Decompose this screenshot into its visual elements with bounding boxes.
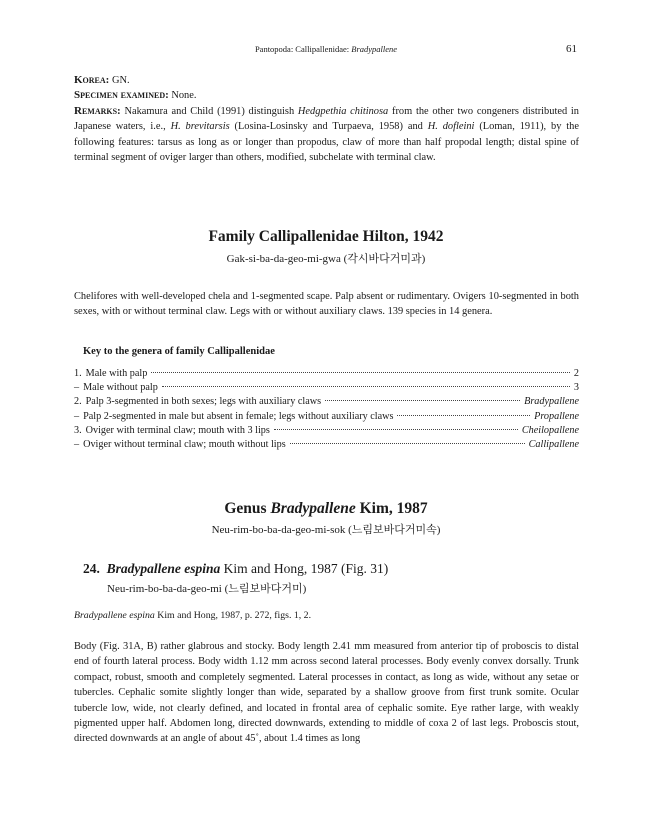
key-row-lead: – xyxy=(74,410,80,422)
key-row-text: Male without palp xyxy=(83,382,158,394)
specimen-line: Specimen examined: None. xyxy=(74,89,197,102)
species-title: 24. Bradypallene espina Kim and Hong, 1987 (Fig. 31) xyxy=(83,561,389,576)
key-row-lead: 1. xyxy=(74,368,82,379)
key-row xyxy=(74,367,579,381)
species-name: Bradypallene espina xyxy=(106,561,221,576)
key-row-text: Male with palp xyxy=(85,368,148,379)
species-citation: Bradypallene espina Kim and Hong, 1987, p. 272, figs. 1, 2. xyxy=(74,610,312,621)
key-row xyxy=(74,424,579,438)
key-row-result: 2 xyxy=(573,368,579,379)
remarks-paragraph: Remarks: Nakamura and Child (1991) distinguish Hedgpethia chitinosa from the other two congeners distributed in Japanese waters, i.e., H. brevitarsis (Losina-Losinsky and Turpaeva, 1958) and H. dofleini (Loman, 1911), by the following features: tarsus as long as or longer than propodus, claw of more than half propodal length; distal spine of terminal segment of oviger larger than others, modified, subchelate with terminal claw. xyxy=(74,104,579,164)
family-description: Chelifores with well-developed chela and 1-segmented scape. Palp absent or rudimentary. Ovigers 10-segmented in both sexes, with or without terminal claw. Legs with or without auxiliary claws. 139 species in 14 genera. xyxy=(74,291,579,318)
family-korean-name: Gak-si-ba-da-geo-mi-gwa (각시바다거미과) xyxy=(226,253,426,265)
key-row-lead: 2. xyxy=(74,396,82,408)
key-row-lead: – xyxy=(74,439,80,451)
key-row-text: Oviger without terminal claw; mouth without lips xyxy=(83,439,286,451)
key-row-result: Bradypallene xyxy=(524,396,579,408)
genus-title: Genus Bradypallene Kim, 1987 xyxy=(224,500,428,517)
key-heading: Key to the genera of family Callipallenidae xyxy=(83,346,275,357)
key-row-text: Oviger with terminal claw; mouth with 3 lips xyxy=(85,424,270,436)
key-row xyxy=(74,410,579,424)
genera-key xyxy=(74,367,579,452)
page-number: 61 xyxy=(566,43,577,55)
key-row-leader-dots xyxy=(325,400,520,401)
key-row xyxy=(74,395,579,409)
key-row-lead: 3. xyxy=(74,424,82,436)
key-row-leader-dots xyxy=(274,429,518,430)
species-korean-name: Neu-rim-bo-ba-da-geo-mi (느림보바다거미) xyxy=(107,583,307,595)
running-head-prefix: Pantopoda: Callipallenidae: xyxy=(254,44,352,54)
key-row-result: Cheilopallene xyxy=(521,424,579,436)
running-head xyxy=(0,44,652,54)
key-row-leader-dots xyxy=(397,415,530,416)
key-row xyxy=(74,438,579,452)
key-row-lead: – xyxy=(74,382,80,394)
key-row-leader-dots xyxy=(151,372,570,373)
genus-korean-name: Neu-rim-bo-ba-da-geo-mi-sok (느림보바다거미속) xyxy=(211,524,441,536)
key-row-result: Callipallene xyxy=(528,439,579,451)
korea-line: Korea: GN. xyxy=(74,74,130,86)
top-section xyxy=(74,73,579,165)
key-row-result: 3 xyxy=(573,382,579,394)
running-head-genus: Bradypallene xyxy=(351,44,398,54)
key-row-text: Palp 3-segmented in both sexes; legs with auxiliary claws xyxy=(85,396,322,408)
key-row-leader-dots xyxy=(162,386,570,387)
key-row xyxy=(74,381,579,395)
key-row-leader-dots xyxy=(290,443,525,444)
family-title: Family Callipallenidae Hilton, 1942 xyxy=(208,228,444,245)
key-row-result: Propallene xyxy=(534,410,579,422)
species-description: Body (Fig. 31A, B) rather glabrous and stocky. Body length 2.41 mm measured from anterior tip of proboscis to distal end of fourth lateral process. Body width 1.12 mm across second lateral processes. Body evenly convex dorsally. Trunk compact, robust, smooth and completely segmented. Lateral processes in contact, as long as wide, without any setae or tubercles. Cephalic somite slightly longer than wide, separated by a shallow groove from first trunk somite. Ocular tubercle low, wide, not clearly defined, and located in frontal area of cephalic somite. Eye rather large, with weakly pigmented upper half. Abdomen long, directed downwards, extending to middle of coxa 2 of last legs. Proboscis stout, directed downwards at an angle of about 45˚, about 1.4 times as long xyxy=(74,641,579,745)
key-row-text: Palp 2-segmented in male but absent in female; legs without auxiliary claws xyxy=(83,410,394,422)
